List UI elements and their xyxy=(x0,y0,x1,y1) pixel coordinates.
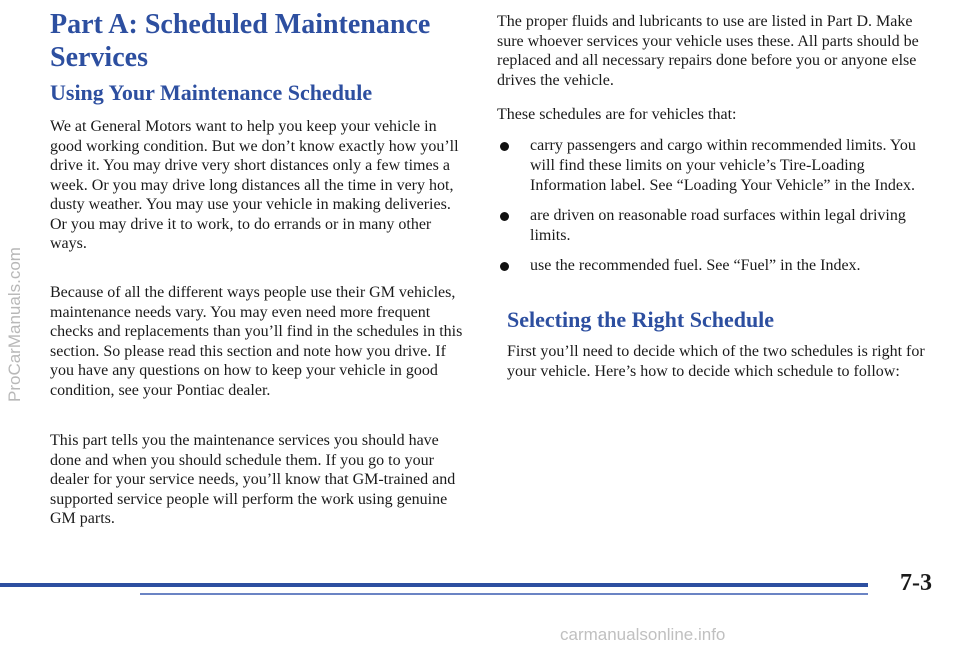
list-item xyxy=(497,256,927,276)
section-heading-using-schedule: Using Your Maintenance Schedule xyxy=(50,80,373,105)
list-item xyxy=(497,136,927,196)
list-item-text: use the recommended fuel. See “Fuel” in the Index. xyxy=(530,257,861,274)
page-number: 7-3 xyxy=(900,570,932,596)
paragraph: The proper fluids and lubricants to use are listed in Part D. Make sure whoever services your vehicle uses these. All parts should be replaced and all necessary repairs done before you or anyone else drives the vehicle. xyxy=(497,13,919,89)
paragraph: First you’ll need to decide which of the two schedules is right for your vehicle. Here’s how to decide which schedule to follow: xyxy=(507,343,925,380)
bottom-watermark: carmanualsonline.info xyxy=(560,625,726,644)
footer-rule-thin xyxy=(140,593,868,595)
paragraph: This part tells you the maintenance services you should have done and when you should schedule them. If you go to your dealer for your service needs, you’ll know that GM-trained and supported service people will perform the work using genuine GM parts. xyxy=(50,432,456,527)
page-title: Part A: Scheduled Maintenance Services xyxy=(50,9,431,73)
section-heading-selecting-schedule: Selecting the Right Schedule xyxy=(507,307,775,332)
bullet-icon xyxy=(500,142,509,151)
list-item-text: are driven on reasonable road surfaces within legal driving limits. xyxy=(530,207,906,244)
vehicle-conditions-list xyxy=(497,136,927,286)
paragraph: Because of all the different ways people use their GM vehicles, maintenance needs vary. You may even need more frequent checks and replacements than you’ll find in the schedules in this section. So please read this section and note how you drive. If you have any questions on how to keep your vehicle in good condition, see your Pontiac dealer. xyxy=(50,284,463,399)
paragraph: We at General Motors want to help you keep your vehicle in good working condition. But we don’t know exactly how you’ll drive it. You may drive very short distances only a few times a week. Or you may drive long distances all the time in very hot, dusty weather. You may use your vehicle in making deliveries. Or you may drive it to work, to do errands or in many other ways. xyxy=(50,118,459,252)
list-item-text: carry passengers and cargo within recommended limits. You will find these limits on your vehicle’s Tire-Loading Information label. See “Loading Your Vehicle” in the Index. xyxy=(530,137,916,194)
side-watermark: ProCarManuals.com xyxy=(5,247,24,403)
paragraph: These schedules are for vehicles that: xyxy=(497,106,737,123)
bullet-icon xyxy=(500,262,509,271)
footer-rule xyxy=(0,583,868,587)
list-item xyxy=(497,206,927,246)
bullet-icon xyxy=(500,212,509,221)
